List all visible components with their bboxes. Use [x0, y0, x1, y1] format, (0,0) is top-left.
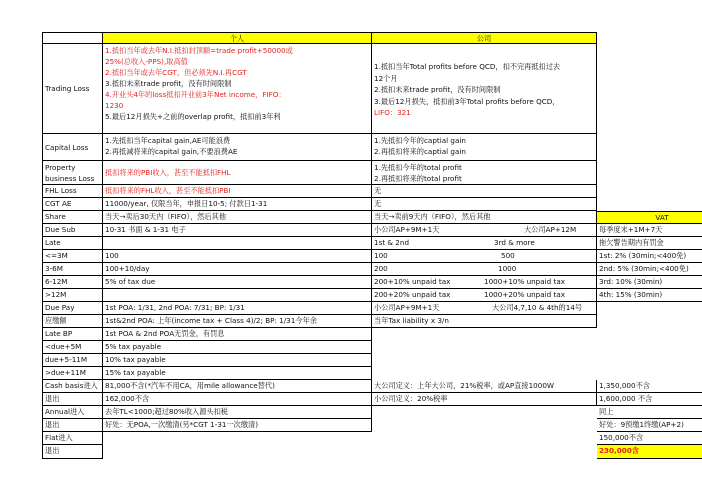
- cash-exit-company: 小公司定义：20%税率: [372, 393, 597, 406]
- capital-loss-label: Capital Loss: [42, 134, 103, 161]
- cash-basis-vat: 1,350,000不含: [597, 380, 702, 393]
- m5-11-personal: 10% tax payable: [103, 354, 372, 367]
- header-blank: [42, 32, 103, 44]
- lt3m-large: 500: [501, 251, 515, 260]
- m6-12-small: 200+10% unpaid tax: [374, 277, 451, 286]
- capital-loss-personal: [103, 134, 372, 161]
- fhl-loss-company: 无: [372, 185, 597, 198]
- m6-12-row: [42, 276, 686, 289]
- annual-exit-personal: 好处：无POA,一次缴清(另*CGT 1-31一次缴清): [103, 419, 372, 432]
- cl-company-line: 2.再抵扣将来的captial gain: [374, 147, 466, 156]
- tl-company-line: 2.抵扣未来trade profit，没有时间限制: [374, 85, 501, 95]
- share-row: [42, 211, 686, 224]
- due-pay-personal: 1st POA: 1/31, 2nd POA: 7/31; BP: 1/31: [103, 302, 372, 315]
- trading-loss-row: [42, 44, 686, 134]
- lt3m-label: <=3M: [42, 250, 103, 263]
- m3-6-company: [372, 263, 597, 276]
- due-pay-small: 小公司AP+9M+1天: [374, 303, 440, 312]
- due-pay-company: [372, 302, 597, 315]
- m3-6-row: [42, 263, 689, 276]
- header-company: 公司: [372, 32, 597, 44]
- late-bp-personal: 1st POA & 2nd POA无罚金，有罚息: [103, 328, 372, 341]
- gt11m-label: >due+11M: [42, 367, 103, 380]
- annual-personal: 去年TL<1000;超过80%收入源头扣税: [103, 406, 372, 419]
- fhl-loss-personal: 抵扣将来的FHL收入，甚至不能抵扣PBI: [103, 185, 372, 198]
- lt5m-label: <due+5M: [42, 341, 103, 354]
- flat-exit-row: [42, 445, 686, 459]
- lt3m-vat: 1st: 2% (30min;<400免): [597, 250, 702, 263]
- pl-company-line: 2.再抵扣将来的total profit: [374, 174, 462, 183]
- tl-personal-line: 2.抵扣当年或去年CGT，但必须先N.I.再CGT: [105, 68, 247, 77]
- annual-exit-vat: 好处：9预缴1终缴(AP+2): [597, 419, 702, 432]
- cash-basis-label: Cash basis进入: [42, 380, 103, 393]
- cash-exit-row: [42, 393, 686, 406]
- poa-due-row: [42, 315, 686, 328]
- m6-12-vat: 3rd: 10% (30min): [597, 276, 702, 289]
- m5-11-row: [42, 354, 686, 367]
- lt3m-company: [372, 250, 597, 263]
- late-label: Late: [42, 237, 103, 250]
- late-company: [372, 237, 597, 250]
- late-vat: 拖欠警告期内有罚金: [597, 237, 702, 250]
- flat-exit-label: 退出: [42, 445, 103, 459]
- due-pay-label: Due Pay: [42, 302, 103, 315]
- m3-6-label: 3-6M: [42, 263, 103, 276]
- late-row: [42, 237, 686, 250]
- cgt-ae-label: CGT AE: [42, 198, 103, 211]
- flat-vat: 150,000不含: [597, 432, 702, 445]
- m3-6-large: 1000: [498, 264, 517, 273]
- cash-basis-company: 大公司定义：上年大公司，21%税率，或AP直接1000W: [372, 380, 597, 393]
- m6-12-personal: 5% of tax due: [103, 276, 372, 289]
- late-personal: [103, 237, 372, 250]
- m6-12-label: 6-12M: [42, 276, 103, 289]
- trading-loss-label: Trading Loss: [42, 44, 103, 134]
- tl-personal-line: 1.抵扣当年或去年N.I.抵扣封顶额=trade profit+50000或: [105, 46, 293, 55]
- capital-loss-company: [372, 134, 597, 161]
- tl-personal-line: 25%(总收入-PPS),取高值: [105, 57, 188, 66]
- late-small: 1st & 2nd: [374, 238, 410, 247]
- poa-due-label: 应缴额: [42, 315, 103, 328]
- property-loss-label: [42, 161, 103, 185]
- share-personal: 当天→卖后30天内（FIFO），然后其他: [103, 211, 372, 224]
- cgt-ae-personal: 11000/year, 仅限当年，申报日10-5; 付款日1-31: [103, 198, 372, 211]
- gt12m-small: 200+20% unpaid tax: [374, 290, 451, 299]
- cgt-ae-row: [42, 198, 686, 211]
- gt12m-row: [42, 289, 686, 302]
- pl-company-line: 1.先抵扣今年的total profit: [374, 163, 462, 172]
- tl-company-line: 3.最后12月损失，抵扣前3年Total profits before QCD，: [374, 96, 560, 106]
- gt11m-personal: 15% tax payable: [103, 367, 372, 380]
- cash-exit-label: 退出: [42, 393, 103, 406]
- fhl-loss-row: [42, 185, 686, 198]
- lt3m-personal: 100: [103, 250, 372, 263]
- cgt-ae-company: 无: [372, 198, 597, 211]
- poa-due-company: 当年Tax liability x 3/n: [372, 315, 597, 328]
- flat-exit-vat: 230,000含: [597, 445, 702, 459]
- tl-company-line: 12个月: [374, 73, 398, 83]
- tl-company-line: 1.抵扣当年Total profits before QCD，扣不完再抵扣过去: [374, 62, 561, 71]
- fhl-loss-label: FHL Loss: [42, 185, 103, 198]
- late-large: 3rd & more: [494, 238, 535, 247]
- due-sub-company: [372, 224, 597, 237]
- gt12m-large: 1000+20% unpaid tax: [484, 290, 565, 299]
- lt3m-row: [42, 250, 686, 263]
- header-row: [42, 32, 686, 44]
- lt3m-small: 100: [374, 251, 388, 260]
- annual-label: Annual进入: [42, 406, 103, 419]
- gt12m-company: [372, 289, 597, 302]
- tl-personal-line: 5.最后12月损失+之前的overlap profit，抵扣前3年利: [105, 112, 281, 121]
- share-company: 当天→卖前9天内（FIFO），然后其他: [372, 211, 597, 224]
- property-loss-personal: 抵扣将来的PBI收入，甚至不能抵扣FHL: [103, 161, 372, 185]
- due-pay-large: 大公司4,7,10 & 4th的14号: [492, 303, 583, 312]
- gt11m-row: [42, 367, 686, 380]
- poa-due-personal: 1st&2nd POA: 上年(income tax + Class 4)/2; BP: 1/31今年余: [103, 315, 372, 328]
- cash-basis-row: [42, 380, 686, 393]
- annual-exit-label: 退出: [42, 419, 103, 432]
- late-bp-label: Late BP: [42, 328, 103, 341]
- annual-exit-row: [42, 419, 686, 432]
- due-pay-row: [42, 302, 686, 315]
- property-loss-company: [372, 161, 597, 185]
- cash-basis-personal: 81,000不含(*汽车不用CA，用mile allowance替代): [103, 380, 372, 393]
- due-sub-large: 大公司AP+12M: [524, 225, 577, 234]
- gt12m-label: >12M: [42, 289, 103, 302]
- annual-vat: 同上: [597, 406, 702, 419]
- late-bp-row: [42, 328, 686, 341]
- m6-12-large: 1000+10% unpaid tax: [484, 277, 565, 286]
- vat-header: VAT: [597, 211, 702, 224]
- tl-personal-line: 1230: [105, 101, 124, 110]
- share-label: Share: [42, 211, 103, 224]
- tl-personal-line: 3.抵扣未来trade profit，没有时间限制: [105, 79, 232, 88]
- gt12m-personal: [103, 289, 372, 302]
- due-sub-row: [42, 224, 686, 237]
- property-loss-label-line: Property: [45, 163, 76, 172]
- m3-6-personal: 100+10/day: [103, 263, 372, 276]
- annual-row: [42, 406, 686, 419]
- trading-loss-company: [372, 44, 597, 134]
- lt5m-personal: 5% tax payable: [103, 341, 372, 354]
- cl-company-line: 1.先抵扣今年的captial gain: [374, 136, 466, 145]
- due-sub-small: 小公司AP+9M+1天: [374, 225, 440, 234]
- gt12m-vat: 4th: 15% (30min): [597, 289, 702, 302]
- due-sub-label: Due Sub: [42, 224, 103, 237]
- m5-11-label: due+5-11M: [42, 354, 103, 367]
- cash-exit-personal: 162,000不含: [103, 393, 372, 406]
- m3-6-vat: 2nd: 5% (30min;<400免): [597, 263, 702, 276]
- property-loss-label-line: business Loss: [45, 174, 95, 183]
- lt5m-row: [42, 341, 686, 354]
- trading-loss-personal: [103, 44, 372, 134]
- capital-loss-row: [42, 134, 686, 161]
- flat-row: [42, 432, 686, 445]
- tl-personal-line: 4.开业头4年的loss抵扣开业前3年Net income，FIFO：: [105, 90, 286, 99]
- due-sub-personal: 10-31 书面 & 1-31 电子: [103, 224, 372, 237]
- tl-company-line: LIFO：321: [374, 108, 411, 118]
- cl-personal-line: 2.再抵减将来的capital gain,不要浪费AE: [105, 147, 238, 156]
- flat-label: Flat进入: [42, 432, 103, 445]
- due-sub-vat: 每季度末+1M+7天: [597, 224, 702, 237]
- property-loss-row: [42, 161, 686, 185]
- header-personal: 个人: [103, 32, 372, 44]
- cash-exit-vat: 1,600,000 不含: [597, 393, 702, 406]
- cl-personal-line: 1.先抵扣当年capital gain,AE可能浪费: [105, 136, 231, 145]
- m6-12-company: [372, 276, 597, 289]
- m3-6-small: 200: [374, 264, 388, 273]
